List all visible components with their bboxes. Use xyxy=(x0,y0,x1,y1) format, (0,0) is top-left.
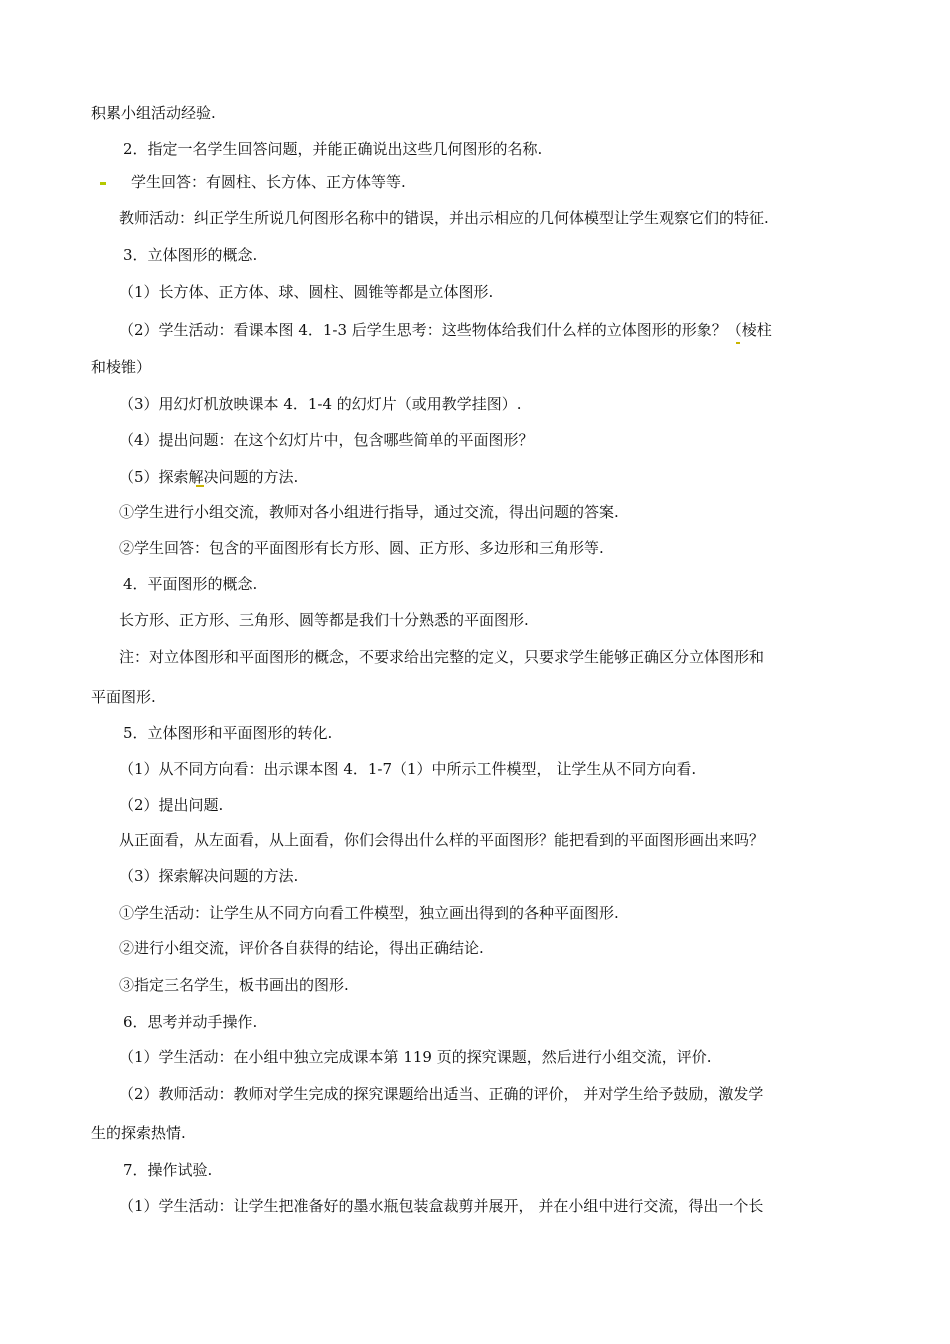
text-line: （1）学生活动：让学生把准备好的墨水瓶包装盒裁剪并展开， 并在小组中进行交流，得出一个长 xyxy=(119,1197,764,1215)
text-line: 4．平面图形的概念. xyxy=(123,575,258,593)
text-line: （4）提出问题：在这个幻灯片中，包含哪些简单的平面图形？ xyxy=(119,431,534,449)
text-line: 7．操作试验. xyxy=(123,1161,213,1179)
text-line: ①学生活动：让学生从不同方向看工件模型，独立画出得到的各种平面图形. xyxy=(119,904,619,922)
text-line: （1）长方体、正方体、球、圆柱、圆锥等都是立体图形. xyxy=(119,283,494,301)
text-line: 积累小组活动经验. xyxy=(91,104,216,122)
text-line: （1）从不同方向看：出示课本图 4．1-7（1）中所示工件模型， 让学生从不同方向看. xyxy=(119,760,697,778)
highlight-mark xyxy=(100,182,106,185)
text-line: ③指定三名学生，板书画出的图形. xyxy=(119,976,349,994)
text-line: 学生回答：有圆柱、长方体、正方体等等. xyxy=(131,173,406,191)
text-line: （2）教师活动：教师对学生完成的探究课题给出适当、正确的评价， 并对学生给予鼓励，激发学 xyxy=(119,1085,764,1103)
text-line: 平面图形. xyxy=(91,688,156,706)
text-line: （3）探索解决问题的方法. xyxy=(119,867,299,885)
text-line: （2）提出问题. xyxy=(119,796,224,814)
text-line: ②进行小组交流，评价各自获得的结论，得出正确结论. xyxy=(119,939,484,957)
text-line: （5）探索解决问题的方法. xyxy=(119,468,299,486)
text-line: （3）用幻灯机放映课本 4．1-4 的幻灯片（或用教学挂图）. xyxy=(119,395,522,413)
text-line: 6．思考并动手操作. xyxy=(123,1013,258,1031)
text-line: 长方形、正方形、三角形、圆等都是我们十分熟悉的平面图形. xyxy=(119,611,529,629)
text-line: 注：对立体图形和平面图形的概念，不要求给出完整的定义，只要求学生能够正确区分立体图形和 xyxy=(119,648,765,666)
text-line: 3．立体图形的概念. xyxy=(123,246,258,264)
text-line: ②学生回答：包含的平面图形有长方形、圆、正方形、多边形和三角形等. xyxy=(119,539,604,557)
text-line: （1）学生活动：在小组中独立完成课本第 119 页的探究课题，然后进行小组交流，评价. xyxy=(119,1048,712,1066)
text-line: 5．立体图形和平面图形的转化. xyxy=(123,724,333,742)
text-line: 生的探索热情. xyxy=(91,1124,186,1142)
ink-mark xyxy=(736,342,740,344)
text-line: （2）学生活动：看课本图 4．1-3 后学生思考：这些物体给我们什么样的立体图形的形象？（棱柱 xyxy=(119,321,772,339)
text-line: 和棱锥） xyxy=(91,358,152,376)
text-line: 从正面看，从左面看，从上面看，你们会得出什么样的平面图形？能把看到的平面图形画出来吗？ xyxy=(119,831,765,849)
text-line: ①学生进行小组交流，教师对各小组进行指导，通过交流，得出问题的答案. xyxy=(119,503,619,521)
text-line: 教师活动：纠正学生所说几何图形名称中的错误，并出示相应的几何体模型让学生观察它们的特征. xyxy=(119,209,769,227)
text-line: 2．指定一名学生回答问题，并能正确说出这些几何图形的名称. xyxy=(123,140,543,158)
